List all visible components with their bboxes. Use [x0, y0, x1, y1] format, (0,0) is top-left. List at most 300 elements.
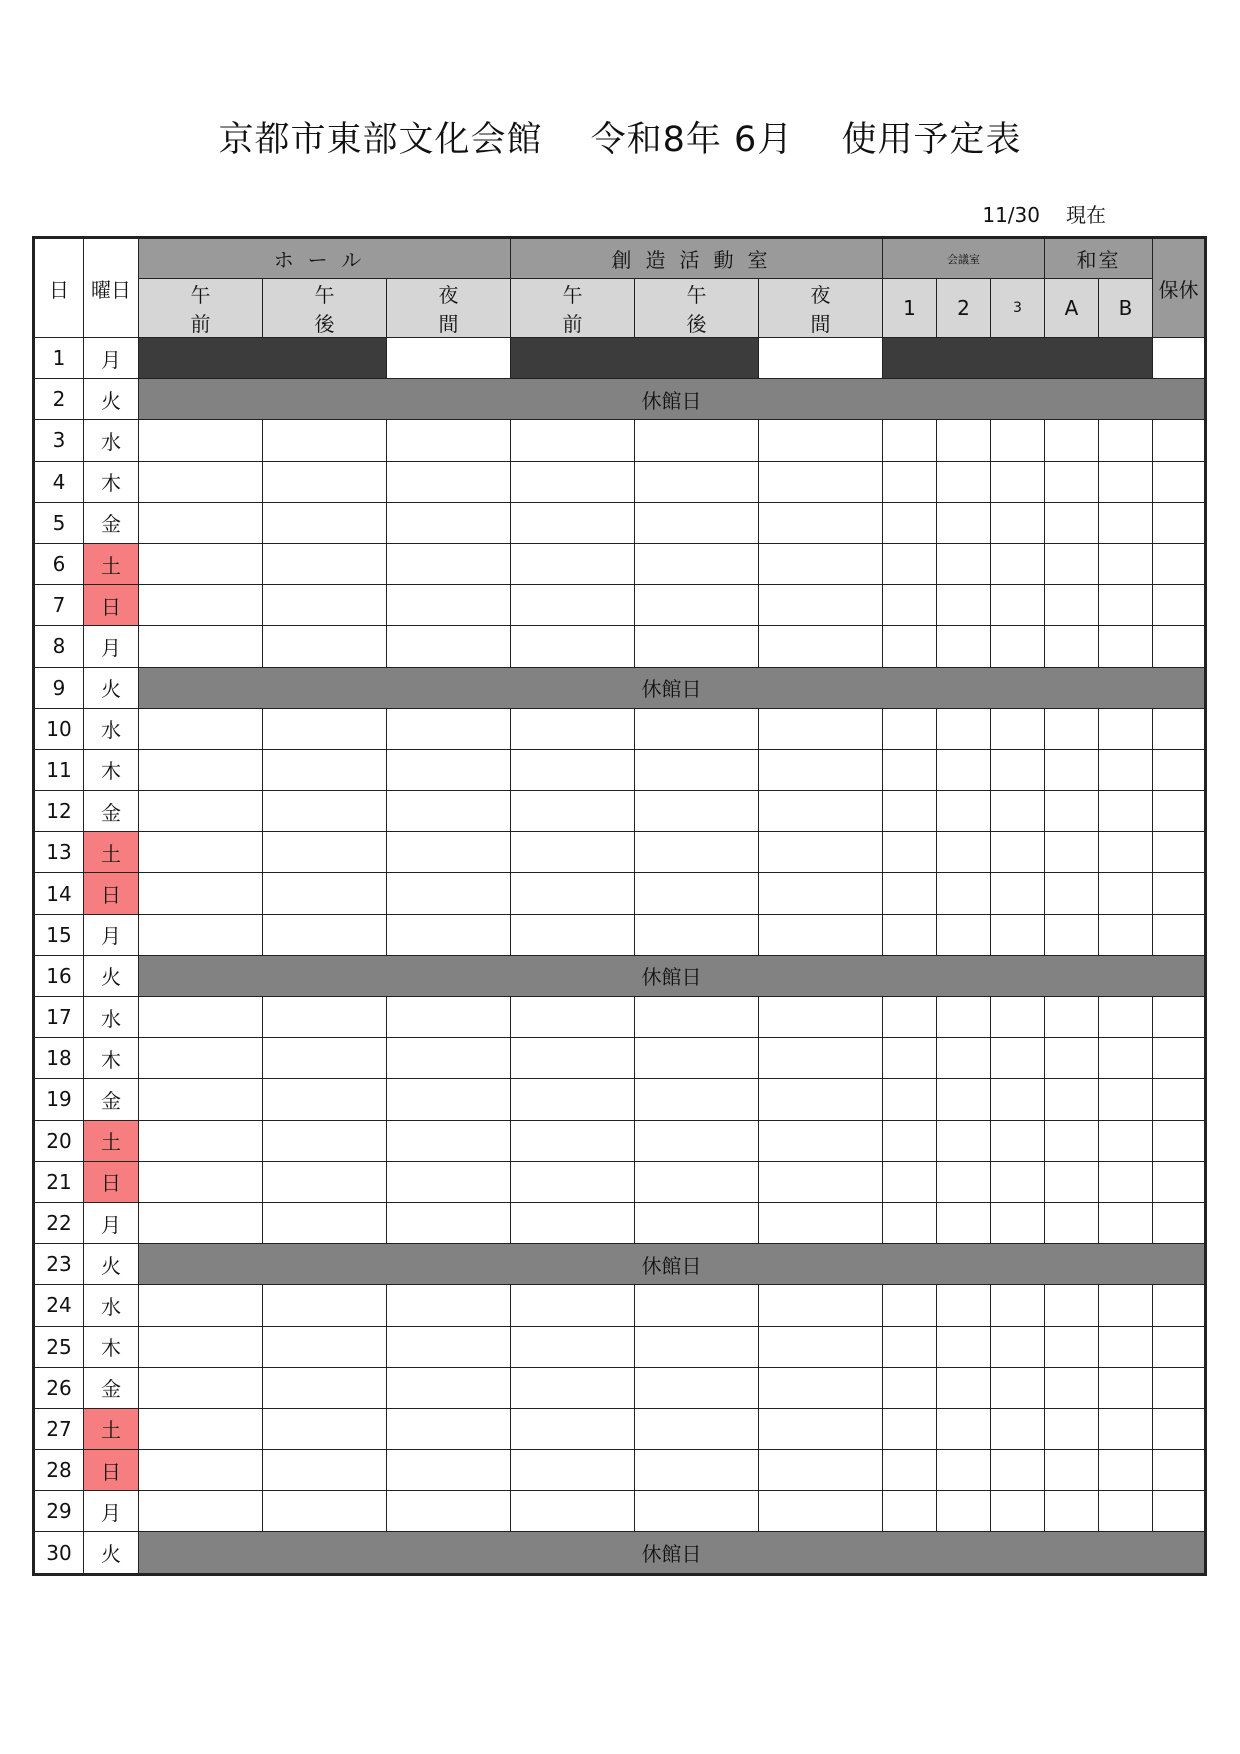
schedule-cell[interactable]	[937, 543, 991, 584]
schedule-cell[interactable]	[883, 997, 937, 1038]
schedule-cell[interactable]	[263, 873, 387, 914]
schedule-cell[interactable]	[759, 873, 883, 914]
schedule-cell[interactable]	[991, 832, 1045, 873]
schedule-cell[interactable]	[991, 873, 1045, 914]
schedule-cell[interactable]	[635, 1408, 759, 1449]
schedule-cell[interactable]	[1153, 1491, 1206, 1532]
schedule-cell[interactable]	[759, 585, 883, 626]
schedule-cell[interactable]	[937, 1120, 991, 1161]
schedule-cell[interactable]	[1099, 1408, 1153, 1449]
schedule-cell[interactable]	[263, 708, 387, 749]
schedule-cell[interactable]	[511, 708, 635, 749]
table-row	[34, 1161, 1206, 1202]
schedule-cell[interactable]	[139, 502, 263, 543]
weekday: 木	[84, 1326, 139, 1367]
schedule-cell[interactable]	[991, 585, 1045, 626]
schedule-cell[interactable]	[263, 791, 387, 832]
schedule-cell[interactable]	[511, 461, 635, 502]
schedule-cell[interactable]	[1099, 543, 1153, 584]
schedule-cell[interactable]	[1045, 832, 1099, 873]
schedule-cell[interactable]	[1153, 749, 1206, 790]
schedule-cell[interactable]	[937, 1038, 991, 1079]
schedule-cell[interactable]	[883, 914, 937, 955]
schedule-cell[interactable]	[1099, 502, 1153, 543]
schedule-cell[interactable]	[937, 1450, 991, 1491]
schedule-cell[interactable]	[1153, 626, 1206, 667]
schedule-cell[interactable]	[937, 1161, 991, 1202]
schedule-cell[interactable]	[1045, 1202, 1099, 1243]
schedule-cell[interactable]	[759, 1038, 883, 1079]
schedule-cell[interactable]	[635, 1038, 759, 1079]
schedule-cell[interactable]	[511, 502, 635, 543]
table-row	[34, 1202, 1206, 1243]
schedule-cell[interactable]	[511, 749, 635, 790]
schedule-cell[interactable]	[759, 1491, 883, 1532]
schedule-cell[interactable]	[635, 873, 759, 914]
schedule-cell[interactable]	[991, 543, 1045, 584]
schedule-cell[interactable]	[991, 1120, 1045, 1161]
schedule-cell[interactable]	[1153, 461, 1206, 502]
schedule-cell[interactable]	[759, 997, 883, 1038]
schedule-cell[interactable]	[139, 543, 263, 584]
schedule-cell[interactable]	[635, 749, 759, 790]
schedule-cell[interactable]	[759, 791, 883, 832]
schedule-cell[interactable]	[139, 626, 263, 667]
schedule-cell[interactable]	[991, 1326, 1045, 1367]
schedule-cell[interactable]	[387, 1202, 511, 1243]
schedule-cell[interactable]	[991, 1367, 1045, 1408]
schedule-cell[interactable]	[635, 997, 759, 1038]
day-number: 5	[34, 502, 84, 543]
schedule-cell[interactable]	[1045, 1038, 1099, 1079]
schedule-cell[interactable]	[883, 461, 937, 502]
day-number: 29	[34, 1491, 84, 1532]
schedule-cell[interactable]	[1153, 1079, 1206, 1120]
schedule-cell[interactable]	[1045, 626, 1099, 667]
schedule-cell[interactable]	[511, 914, 635, 955]
schedule-cell[interactable]	[1045, 914, 1099, 955]
schedule-cell[interactable]	[511, 1202, 635, 1243]
schedule-cell[interactable]	[759, 708, 883, 749]
schedule-cell[interactable]	[1153, 1038, 1206, 1079]
schedule-cell[interactable]	[511, 1408, 635, 1449]
schedule-cell[interactable]	[139, 997, 263, 1038]
schedule-cell[interactable]	[635, 585, 759, 626]
schedule-cell[interactable]	[759, 832, 883, 873]
schedule-cell[interactable]	[1153, 1408, 1206, 1449]
schedule-cell[interactable]	[883, 1161, 937, 1202]
schedule-cell[interactable]	[937, 1202, 991, 1243]
schedule-cell[interactable]	[263, 626, 387, 667]
schedule-cell[interactable]	[1153, 1120, 1206, 1161]
schedule-cell[interactable]	[263, 1202, 387, 1243]
schedule-cell[interactable]	[139, 585, 263, 626]
schedule-cell[interactable]	[883, 791, 937, 832]
schedule-cell[interactable]	[759, 749, 883, 790]
schedule-cell[interactable]	[991, 502, 1045, 543]
schedule-cell[interactable]	[387, 1079, 511, 1120]
schedule-cell[interactable]	[1153, 502, 1206, 543]
schedule-cell[interactable]	[1045, 502, 1099, 543]
schedule-cell[interactable]	[1099, 832, 1153, 873]
schedule-cell[interactable]	[759, 502, 883, 543]
schedule-cell[interactable]	[883, 1079, 937, 1120]
schedule-cell[interactable]	[635, 1326, 759, 1367]
schedule-cell[interactable]	[1153, 708, 1206, 749]
schedule-cell[interactable]	[759, 626, 883, 667]
schedule-cell[interactable]	[635, 626, 759, 667]
schedule-cell[interactable]	[387, 1326, 511, 1367]
schedule-cell[interactable]	[1099, 708, 1153, 749]
schedule-cell[interactable]	[1045, 1285, 1099, 1326]
schedule-cell[interactable]	[1153, 914, 1206, 955]
schedule-cell[interactable]	[937, 1491, 991, 1532]
schedule-cell[interactable]	[387, 1161, 511, 1202]
schedule-cell[interactable]	[1099, 873, 1153, 914]
schedule-cell[interactable]	[883, 420, 937, 461]
schedule-cell[interactable]	[937, 1285, 991, 1326]
schedule-cell[interactable]	[511, 1079, 635, 1120]
schedule-cell[interactable]	[1153, 873, 1206, 914]
schedule-cell[interactable]	[387, 997, 511, 1038]
schedule-cell[interactable]	[991, 1202, 1045, 1243]
schedule-cell[interactable]	[759, 543, 883, 584]
schedule-cell[interactable]	[1045, 1450, 1099, 1491]
schedule-cell[interactable]	[263, 1408, 387, 1449]
schedule-cell[interactable]	[1045, 1367, 1099, 1408]
schedule-cell[interactable]	[1099, 1202, 1153, 1243]
schedule-cell[interactable]	[1045, 1161, 1099, 1202]
schedule-cell[interactable]	[759, 1367, 883, 1408]
schedule-cell[interactable]	[139, 1491, 263, 1532]
schedule-cell[interactable]	[1099, 1491, 1153, 1532]
schedule-cell[interactable]	[387, 832, 511, 873]
schedule-cell[interactable]	[1099, 997, 1153, 1038]
schedule-cell[interactable]	[139, 1038, 263, 1079]
schedule-cell[interactable]	[759, 461, 883, 502]
schedule-cell[interactable]	[1099, 1120, 1153, 1161]
schedule-cell[interactable]	[139, 1326, 263, 1367]
schedule-cell[interactable]	[937, 791, 991, 832]
schedule-cell[interactable]	[139, 1285, 263, 1326]
schedule-cell[interactable]	[937, 749, 991, 790]
schedule-cell[interactable]	[387, 1408, 511, 1449]
schedule-cell[interactable]	[635, 1491, 759, 1532]
schedule-cell[interactable]	[387, 1120, 511, 1161]
schedule-cell[interactable]	[263, 1367, 387, 1408]
schedule-cell[interactable]	[1045, 749, 1099, 790]
schedule-cell[interactable]	[635, 420, 759, 461]
schedule-cell[interactable]	[883, 626, 937, 667]
schedule-cell[interactable]	[937, 873, 991, 914]
schedule-cell[interactable]	[1153, 585, 1206, 626]
schedule-cell[interactable]	[1099, 461, 1153, 502]
schedule-cell[interactable]	[511, 997, 635, 1038]
schedule-cell[interactable]	[883, 1038, 937, 1079]
header-meeting-room-1: 1	[883, 279, 937, 338]
schedule-cell[interactable]	[1153, 543, 1206, 584]
schedule-cell[interactable]	[387, 708, 511, 749]
schedule-cell[interactable]	[139, 461, 263, 502]
schedule-cell[interactable]	[511, 1161, 635, 1202]
schedule-cell[interactable]	[883, 1202, 937, 1243]
schedule-cell[interactable]	[937, 708, 991, 749]
schedule-cell[interactable]	[759, 1450, 883, 1491]
schedule-cell[interactable]	[511, 1367, 635, 1408]
schedule-cell[interactable]	[635, 914, 759, 955]
schedule-cell[interactable]	[1045, 420, 1099, 461]
schedule-cell[interactable]	[937, 626, 991, 667]
schedule-cell[interactable]	[937, 1079, 991, 1120]
schedule-cell[interactable]	[387, 1491, 511, 1532]
schedule-cell[interactable]	[883, 585, 937, 626]
schedule-cell[interactable]	[139, 1079, 263, 1120]
schedule-cell[interactable]	[1153, 1450, 1206, 1491]
schedule-cell[interactable]	[635, 708, 759, 749]
schedule-cell[interactable]	[387, 1038, 511, 1079]
schedule-cell[interactable]	[991, 1408, 1045, 1449]
schedule-cell[interactable]	[635, 791, 759, 832]
schedule-cell[interactable]	[1153, 1326, 1206, 1367]
schedule-cell[interactable]	[1045, 873, 1099, 914]
schedule-cell[interactable]	[937, 461, 991, 502]
schedule-cell[interactable]	[511, 873, 635, 914]
schedule-cell[interactable]	[635, 1161, 759, 1202]
schedule-cell[interactable]	[759, 914, 883, 955]
schedule-cell[interactable]	[759, 1079, 883, 1120]
schedule-cell[interactable]	[263, 749, 387, 790]
schedule-cell[interactable]	[1045, 708, 1099, 749]
schedule-cell[interactable]	[883, 543, 937, 584]
schedule-cell[interactable]	[263, 1079, 387, 1120]
schedule-cell[interactable]	[387, 1450, 511, 1491]
schedule-cell[interactable]	[263, 1161, 387, 1202]
schedule-cell[interactable]	[1153, 1367, 1206, 1408]
schedule-cell[interactable]	[1045, 585, 1099, 626]
schedule-cell[interactable]	[883, 502, 937, 543]
schedule-cell[interactable]	[263, 543, 387, 584]
schedule-cell[interactable]	[263, 461, 387, 502]
schedule-cell[interactable]	[1099, 791, 1153, 832]
schedule-cell[interactable]	[635, 1202, 759, 1243]
schedule-cell[interactable]	[1153, 832, 1206, 873]
schedule-cell[interactable]	[511, 1450, 635, 1491]
schedule-cell[interactable]	[387, 461, 511, 502]
schedule-cell[interactable]	[991, 461, 1045, 502]
schedule-cell[interactable]	[139, 1120, 263, 1161]
schedule-cell[interactable]	[1045, 791, 1099, 832]
schedule-cell[interactable]	[387, 338, 511, 379]
schedule-cell[interactable]	[991, 1038, 1045, 1079]
schedule-cell[interactable]	[1045, 997, 1099, 1038]
schedule-cell[interactable]	[635, 1079, 759, 1120]
schedule-cell[interactable]	[1153, 1285, 1206, 1326]
schedule-cell[interactable]	[635, 1450, 759, 1491]
schedule-cell[interactable]	[1045, 1326, 1099, 1367]
schedule-cell[interactable]	[991, 626, 1045, 667]
schedule-cell[interactable]	[387, 626, 511, 667]
schedule-cell[interactable]	[263, 502, 387, 543]
schedule-cell[interactable]	[139, 1367, 263, 1408]
schedule-cell[interactable]	[883, 749, 937, 790]
schedule-cell[interactable]	[139, 1408, 263, 1449]
schedule-cell[interactable]	[635, 543, 759, 584]
schedule-cell[interactable]	[139, 873, 263, 914]
schedule-cell[interactable]	[387, 543, 511, 584]
schedule-cell[interactable]	[759, 1161, 883, 1202]
schedule-cell[interactable]	[991, 1079, 1045, 1120]
schedule-cell[interactable]	[937, 502, 991, 543]
schedule-cell[interactable]	[759, 1326, 883, 1367]
schedule-cell[interactable]	[511, 1491, 635, 1532]
schedule-cell[interactable]	[1045, 461, 1099, 502]
schedule-cell[interactable]	[991, 1450, 1045, 1491]
schedule-cell[interactable]	[139, 708, 263, 749]
schedule-cell[interactable]	[937, 1408, 991, 1449]
schedule-cell[interactable]	[1099, 1450, 1153, 1491]
schedule-cell[interactable]	[883, 832, 937, 873]
schedule-cell[interactable]	[263, 585, 387, 626]
schedule-cell[interactable]	[1153, 338, 1206, 379]
schedule-cell[interactable]	[511, 626, 635, 667]
schedule-cell[interactable]	[1099, 1079, 1153, 1120]
schedule-cell[interactable]	[263, 1120, 387, 1161]
schedule-cell[interactable]	[635, 461, 759, 502]
schedule-cell[interactable]	[263, 1038, 387, 1079]
schedule-cell[interactable]	[1153, 791, 1206, 832]
schedule-cell[interactable]	[1153, 1202, 1206, 1243]
schedule-cell[interactable]	[883, 1326, 937, 1367]
schedule-cell[interactable]	[1099, 1285, 1153, 1326]
schedule-cell[interactable]	[883, 1367, 937, 1408]
schedule-cell[interactable]	[511, 420, 635, 461]
schedule-cell[interactable]	[139, 1161, 263, 1202]
schedule-cell[interactable]	[883, 1285, 937, 1326]
schedule-cell[interactable]	[937, 585, 991, 626]
schedule-cell[interactable]	[139, 832, 263, 873]
schedule-cell[interactable]	[139, 420, 263, 461]
schedule-cell[interactable]	[1099, 914, 1153, 955]
schedule-cell[interactable]	[263, 1326, 387, 1367]
schedule-cell[interactable]	[1153, 1161, 1206, 1202]
schedule-cell[interactable]	[635, 832, 759, 873]
schedule-cell[interactable]	[387, 585, 511, 626]
schedule-cell[interactable]	[991, 914, 1045, 955]
schedule-cell[interactable]	[991, 997, 1045, 1038]
header-day: 日	[34, 238, 84, 338]
schedule-cell[interactable]	[937, 997, 991, 1038]
schedule-cell[interactable]	[387, 791, 511, 832]
schedule-cell[interactable]	[387, 914, 511, 955]
schedule-cell[interactable]	[937, 914, 991, 955]
schedule-cell[interactable]	[635, 1120, 759, 1161]
schedule-cell[interactable]	[1099, 1326, 1153, 1367]
schedule-cell[interactable]	[1099, 626, 1153, 667]
schedule-cell[interactable]	[759, 1120, 883, 1161]
schedule-cell[interactable]	[139, 749, 263, 790]
schedule-cell[interactable]	[263, 832, 387, 873]
schedule-cell[interactable]	[511, 791, 635, 832]
schedule-cell[interactable]	[991, 791, 1045, 832]
schedule-cell[interactable]	[387, 1367, 511, 1408]
schedule-cell[interactable]	[1099, 1161, 1153, 1202]
schedule-cell[interactable]	[387, 873, 511, 914]
day-number: 30	[34, 1532, 84, 1575]
schedule-cell[interactable]	[1045, 1079, 1099, 1120]
schedule-cell[interactable]	[511, 1120, 635, 1161]
schedule-cell[interactable]	[263, 1491, 387, 1532]
schedule-cell[interactable]	[991, 708, 1045, 749]
schedule-cell[interactable]	[387, 749, 511, 790]
schedule-cell[interactable]	[635, 1367, 759, 1408]
schedule-cell[interactable]	[991, 1285, 1045, 1326]
schedule-cell[interactable]	[387, 502, 511, 543]
schedule-cell[interactable]	[263, 1450, 387, 1491]
schedule-cell[interactable]	[511, 543, 635, 584]
schedule-cell[interactable]	[1099, 1367, 1153, 1408]
schedule-cell[interactable]	[991, 420, 1045, 461]
schedule-cell[interactable]	[759, 338, 883, 379]
schedule-cell[interactable]	[635, 1285, 759, 1326]
schedule-cell[interactable]	[937, 1326, 991, 1367]
schedule-cell[interactable]	[1153, 997, 1206, 1038]
schedule-cell[interactable]	[263, 997, 387, 1038]
schedule-cell[interactable]	[937, 1367, 991, 1408]
schedule-cell[interactable]	[759, 1285, 883, 1326]
schedule-cell[interactable]	[937, 832, 991, 873]
schedule-cell[interactable]	[511, 832, 635, 873]
schedule-cell[interactable]	[883, 1408, 937, 1449]
schedule-cell[interactable]	[139, 1450, 263, 1491]
schedule-cell[interactable]	[1099, 1038, 1153, 1079]
schedule-cell[interactable]	[883, 1120, 937, 1161]
schedule-cell[interactable]	[1099, 420, 1153, 461]
schedule-cell[interactable]	[883, 873, 937, 914]
schedule-cell[interactable]	[139, 791, 263, 832]
schedule-cell[interactable]	[883, 708, 937, 749]
schedule-cell[interactable]	[759, 1202, 883, 1243]
schedule-cell[interactable]	[263, 914, 387, 955]
schedule-cell[interactable]	[759, 1408, 883, 1449]
schedule-cell[interactable]	[387, 1285, 511, 1326]
schedule-cell[interactable]	[511, 1285, 635, 1326]
schedule-cell[interactable]	[1099, 749, 1153, 790]
schedule-cell[interactable]	[511, 1038, 635, 1079]
schedule-cell[interactable]	[991, 749, 1045, 790]
schedule-cell[interactable]	[1045, 543, 1099, 584]
schedule-cell[interactable]	[1099, 585, 1153, 626]
schedule-cell[interactable]	[263, 420, 387, 461]
schedule-cell[interactable]	[387, 420, 511, 461]
schedule-cell[interactable]	[1153, 420, 1206, 461]
schedule-cell[interactable]	[759, 420, 883, 461]
header-creative-slot-1: 午後	[635, 279, 759, 338]
schedule-cell[interactable]	[1045, 1408, 1099, 1449]
schedule-cell[interactable]	[1045, 1120, 1099, 1161]
schedule-cell[interactable]	[1045, 1491, 1099, 1532]
schedule-cell[interactable]	[139, 1202, 263, 1243]
schedule-cell[interactable]	[139, 914, 263, 955]
schedule-cell[interactable]	[991, 1491, 1045, 1532]
schedule-cell[interactable]	[883, 1450, 937, 1491]
schedule-cell[interactable]	[635, 502, 759, 543]
schedule-cell[interactable]	[511, 585, 635, 626]
schedule-cell[interactable]	[937, 420, 991, 461]
schedule-cell[interactable]	[991, 1161, 1045, 1202]
schedule-cell[interactable]	[883, 1491, 937, 1532]
schedule-cell[interactable]	[511, 1326, 635, 1367]
schedule-cell[interactable]	[263, 1285, 387, 1326]
